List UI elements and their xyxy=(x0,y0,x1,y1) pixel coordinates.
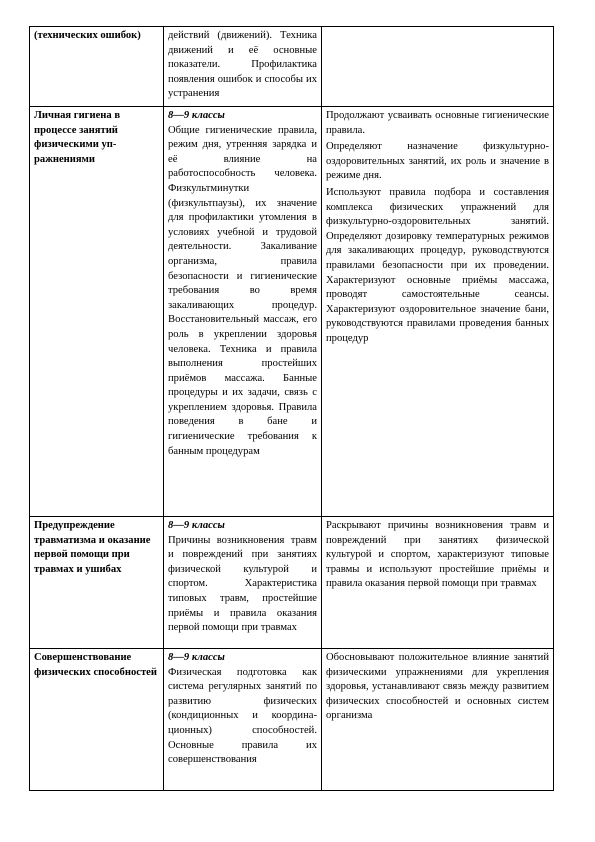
table-row xyxy=(30,649,554,791)
activities-cell xyxy=(322,27,554,107)
grade-label: 8—9 классы xyxy=(168,110,225,121)
curriculum-table xyxy=(29,26,554,791)
topic-cell: Совершенствование физических способностей xyxy=(30,649,164,791)
activities-cell xyxy=(322,517,554,649)
grade-label: 8—9 классы xyxy=(168,652,225,663)
table-row xyxy=(30,517,554,649)
activity-text: Определяют назначение физкультурно-оздоровительных занятий, их роль и значение в режиме дня. xyxy=(326,141,549,182)
activity-text: Используют правила подбора и составления комплекса физических упражнений для физкультурно-оздоровительных занятий. Определяют дозировку температурных режимов для закаливающих процедур, руководствуются правилами безопасности при их проведении. Характеризуют основные приёмы массажа, проводят самостоятельные сеансы. Характеризуют оздоровительное значение бани, руководствуются правилами проведения банных процедур xyxy=(326,186,549,344)
content-text: действий (движений). Техника движений и её основные показатели. Профилактика появления ошибок и способы их устранения xyxy=(168,30,317,100)
content-text: Физическая подготовка как система регулярных занятий по развитию физических (кондиционных и координационных) способностей. Основные правила их совершенствования xyxy=(168,666,317,766)
table-row xyxy=(30,27,554,107)
activity-text: Обосновывают положительное влияние занятий физическими упражнениями для укрепления здоровья, устанавливают связь между развитием физических способностей и основных систем организма xyxy=(326,652,549,722)
content-text: Причины возникновения травм и повреждений при занятиях физической культурой и спортом. Характеристика типовых травм, простейшие приёмы и правила оказания первой помощи при травмах xyxy=(168,534,317,634)
content-text: Общие гигиенические правила, режим дня, утренняя зарядка и её влияние на работоспособность человека. Физкультминутки (физкультпаузы), их значение для профилактики утомления в условиях учебной и трудовой деятельности. Закаливание организма, правила безопасности и гигиенические требования во время закаливающих процедур. Восстановительный массаж, его роль в укреплении здоровья человека. Техника и правила выполнения простейших приёмов массажа. Банные процедуры и их задачи, связь с укреплением здоровья. Правила поведения в бане и гигиенические требования к банным процедурам xyxy=(168,124,317,457)
content-cell xyxy=(164,517,322,649)
table-row xyxy=(30,107,554,517)
topic-cell: Предупреждение травматизма и оказание первой помощи при травмах и ушибах xyxy=(30,517,164,649)
grade-label: 8—9 классы xyxy=(168,520,225,531)
content-cell xyxy=(164,649,322,791)
topic-cell: (технических ошибок) xyxy=(30,27,164,107)
activity-text: Раскрывают причины возникновения травм и повреждений при занятиях физической культурой и спортом, характеризуют типовые травмы и используют простейшие приёмы и правила оказания первой помощи при травмах xyxy=(326,520,549,590)
activities-cell xyxy=(322,107,554,517)
activities-cell xyxy=(322,649,554,791)
content-cell xyxy=(164,27,322,107)
content-cell xyxy=(164,107,322,517)
topic-cell: Личная гигиена в процессе занятий физическими упражнениями xyxy=(30,107,164,517)
activity-text: Продолжают усваивать основные гигиенические правила. xyxy=(326,110,549,136)
